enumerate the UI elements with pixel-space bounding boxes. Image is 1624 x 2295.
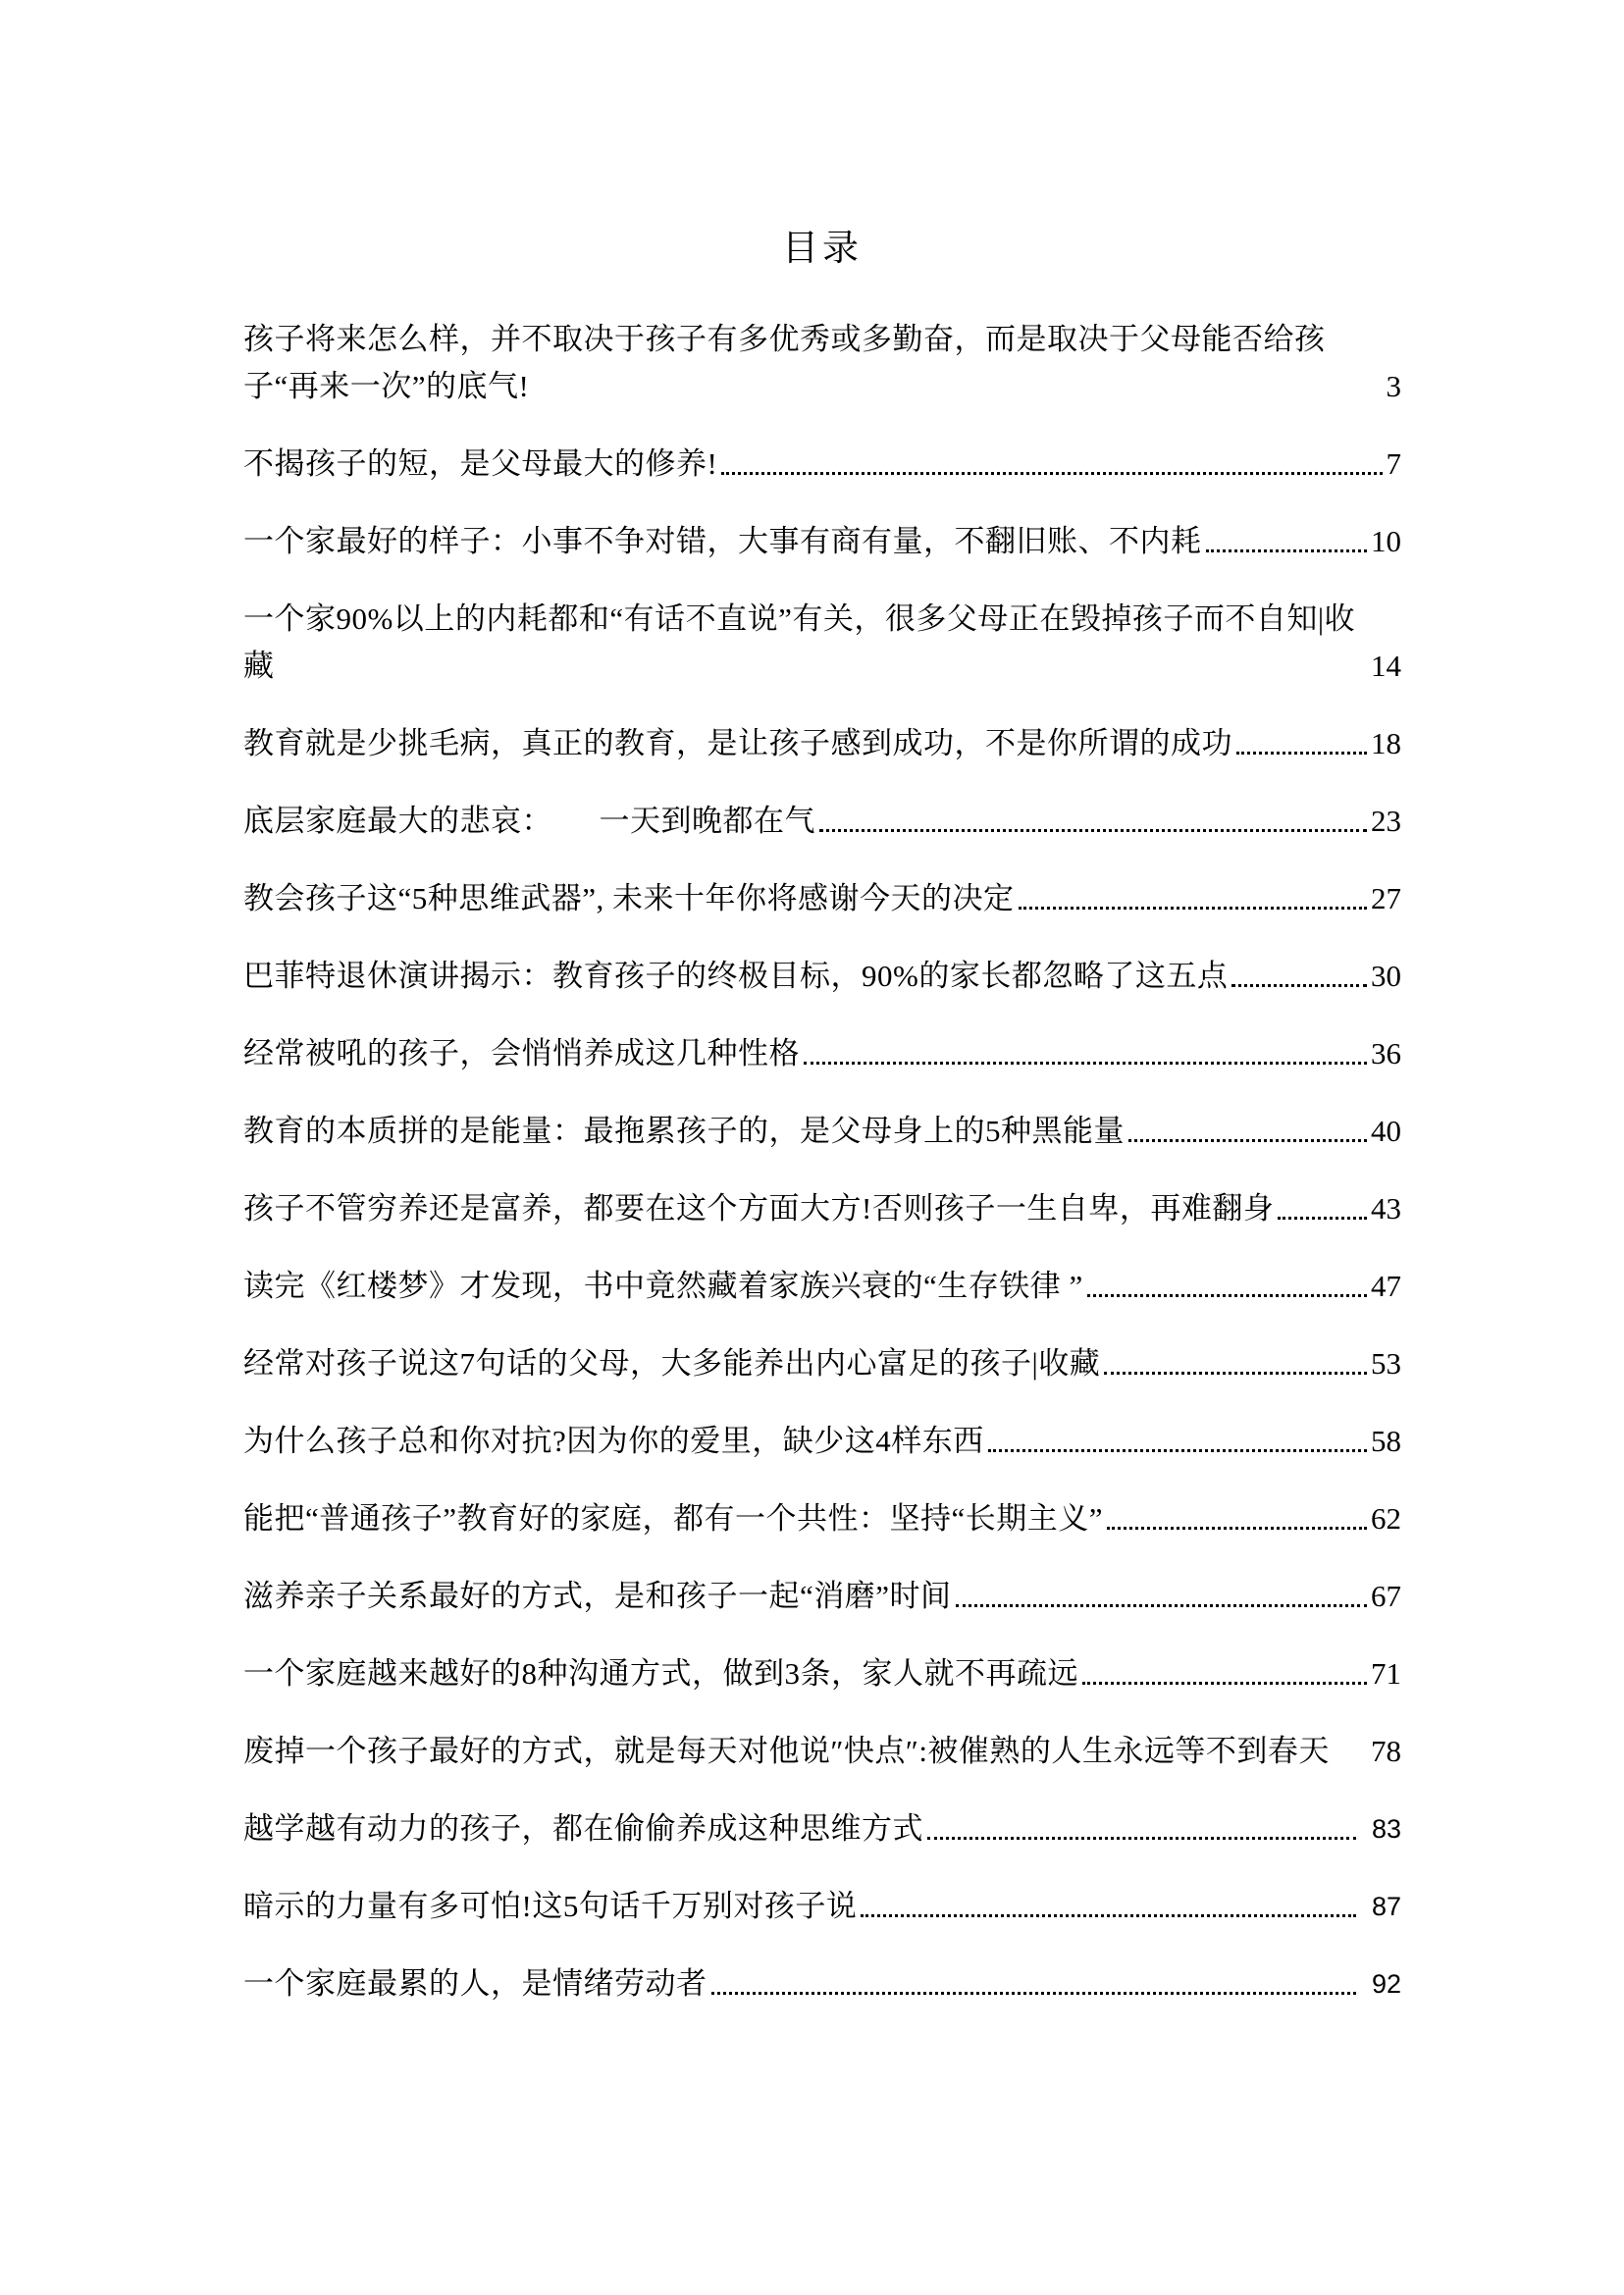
toc-entry[interactable] xyxy=(243,1960,1401,2008)
toc-entry-text: 一个家庭越来越好的8种沟通方式，做到3条，家人就不再疏远 xyxy=(243,1656,1078,1691)
toc-entry[interactable] xyxy=(243,518,1401,565)
toc-entry-text: 一个家最好的样子：小事不争对错，大事有商有量，不翻旧账、不内耗 xyxy=(243,524,1202,558)
toc-entry-text: 能把“普通孩子”教育好的家庭，都有一个共性：坚持“长期主义” xyxy=(243,1501,1104,1536)
toc-entry[interactable] xyxy=(243,1340,1401,1387)
toc-entry[interactable] xyxy=(243,1728,1401,1775)
dot-leader xyxy=(927,1837,1356,1840)
toc-entry-text: 废掉一个孩子最好的方式，就是每天对他说″快点″:被催熟的人生永远等不到春天 xyxy=(243,1734,1330,1768)
dot-leader xyxy=(1206,549,1368,552)
page-number: 10 xyxy=(1371,524,1401,558)
toc-entry-text: 教会孩子这“5种思维武器”, 未来十年你将感谢今天的决定 xyxy=(243,881,1015,915)
page-number: 23 xyxy=(1371,804,1401,838)
toc-entry[interactable] xyxy=(243,875,1401,922)
toc-entry-text: 越学越有动力的孩子，都在偷偷养成这种思维方式 xyxy=(243,1811,923,1846)
toc-entry[interactable] xyxy=(243,1263,1401,1310)
toc-entry[interactable] xyxy=(243,1805,1401,1852)
dot-leader xyxy=(1278,1217,1367,1220)
page-number: 83 xyxy=(1371,1814,1401,1844)
page-number: 36 xyxy=(1371,1036,1401,1070)
dot-leader xyxy=(804,1062,1367,1065)
toc-entry[interactable] xyxy=(243,441,1401,488)
page-number: 18 xyxy=(1371,726,1401,760)
page-number: 27 xyxy=(1371,881,1401,915)
toc-entry-text: 孩子将来怎么样，并不取决于孩子有多优秀或多勤奋，而是取决于父母能否给孩子“再来一次”的底气! xyxy=(243,322,1326,403)
toc-entry[interactable] xyxy=(243,1108,1401,1155)
toc-entry[interactable] xyxy=(243,1418,1401,1465)
toc-entry[interactable] xyxy=(243,798,1401,845)
page-number: 92 xyxy=(1371,1969,1401,1999)
dot-leader xyxy=(1082,1682,1367,1685)
toc-entry-text: 为什么孩子总和你对抗?因为你的爱里，缺少这4样东西 xyxy=(243,1424,984,1458)
page-number: 14 xyxy=(1371,649,1401,683)
dot-leader xyxy=(1019,907,1367,910)
dot-leader xyxy=(1128,1139,1367,1142)
dot-leader xyxy=(988,1449,1367,1452)
toc-list xyxy=(243,316,1401,2008)
dot-leader xyxy=(1107,1527,1367,1530)
toc-entry-text: 底层家庭最大的悲哀： 一天到晚都在气 xyxy=(243,804,815,838)
dot-leader xyxy=(1236,752,1367,755)
page-number: 67 xyxy=(1371,1579,1401,1613)
dot-leader xyxy=(711,1992,1356,1995)
toc-entry[interactable] xyxy=(243,720,1401,767)
page-number: 40 xyxy=(1371,1114,1401,1148)
toc-entry-text: 一个家庭最累的人，是情绪劳动者 xyxy=(243,1966,707,2001)
dot-leader xyxy=(1087,1294,1367,1297)
dot-leader xyxy=(721,472,1382,475)
page-number: 47 xyxy=(1371,1269,1401,1303)
toc-entry-text: 不揭孩子的短，是父母最大的修养! xyxy=(243,446,718,481)
toc-entry-text: 巴菲特退休演讲揭示：教育孩子的终极目标，90%的家长都忽略了这五点 xyxy=(243,959,1229,993)
toc-entry[interactable] xyxy=(243,316,1401,410)
toc-entry[interactable] xyxy=(243,596,1401,690)
dot-leader xyxy=(819,829,1367,832)
dot-leader xyxy=(1104,1372,1367,1375)
dot-leader xyxy=(1231,984,1367,987)
page-number: 7 xyxy=(1386,446,1401,481)
page-number: 87 xyxy=(1371,1892,1401,1921)
toc-entry[interactable] xyxy=(243,953,1401,1000)
page-number: 58 xyxy=(1371,1424,1401,1458)
toc-entry-text: 读完《红楼梦》才发现，书中竟然藏着家族兴衰的“生存铁律 ” xyxy=(243,1269,1083,1303)
page-number: 30 xyxy=(1371,959,1401,993)
dot-leader xyxy=(956,1604,1367,1607)
page-title: 目录 xyxy=(782,229,863,269)
page-number: 62 xyxy=(1371,1501,1401,1536)
toc-entry-text: 一个家90%以上的内耗都和“有话不直说”有关，很多父母正在毁掉孩子而不自知|收藏 xyxy=(243,601,1356,683)
toc-entry-text: 教育的本质拼的是能量：最拖累孩子的，是父母身上的5种黑能量 xyxy=(243,1114,1125,1148)
page-number: 71 xyxy=(1371,1656,1401,1691)
toc-entry[interactable] xyxy=(243,1573,1401,1620)
toc-entry[interactable] xyxy=(243,1495,1401,1542)
page-number: 43 xyxy=(1371,1191,1401,1226)
toc-entry-text: 经常对孩子说这7句话的父母，大多能养出内心富足的孩子|收藏 xyxy=(243,1346,1101,1381)
toc-entry-text: 暗示的力量有多可怕!这5句话千万别对孩子说 xyxy=(243,1889,858,1923)
page-number: 53 xyxy=(1371,1346,1401,1381)
toc-entry[interactable] xyxy=(243,1185,1401,1232)
toc-entry-text: 滋养亲子关系最好的方式，是和孩子一起“消磨”时间 xyxy=(243,1579,952,1613)
toc-entry-text: 孩子不管穷养还是富养，都要在这个方面大方!否则孩子一生自卑，再难翻身 xyxy=(243,1191,1275,1226)
dot-leader xyxy=(861,1914,1356,1917)
toc-entry[interactable] xyxy=(243,1030,1401,1077)
toc-entry[interactable] xyxy=(243,1883,1401,1930)
page-number: 3 xyxy=(1386,369,1401,403)
toc-entry-text: 经常被吼的孩子，会悄悄养成这几种性格 xyxy=(243,1036,800,1070)
toc-entry-text: 教育就是少挑毛病，真正的教育，是让孩子感到成功，不是你所谓的成功 xyxy=(243,726,1232,760)
page-number: 78 xyxy=(1371,1734,1401,1768)
toc-entry[interactable] xyxy=(243,1650,1401,1697)
